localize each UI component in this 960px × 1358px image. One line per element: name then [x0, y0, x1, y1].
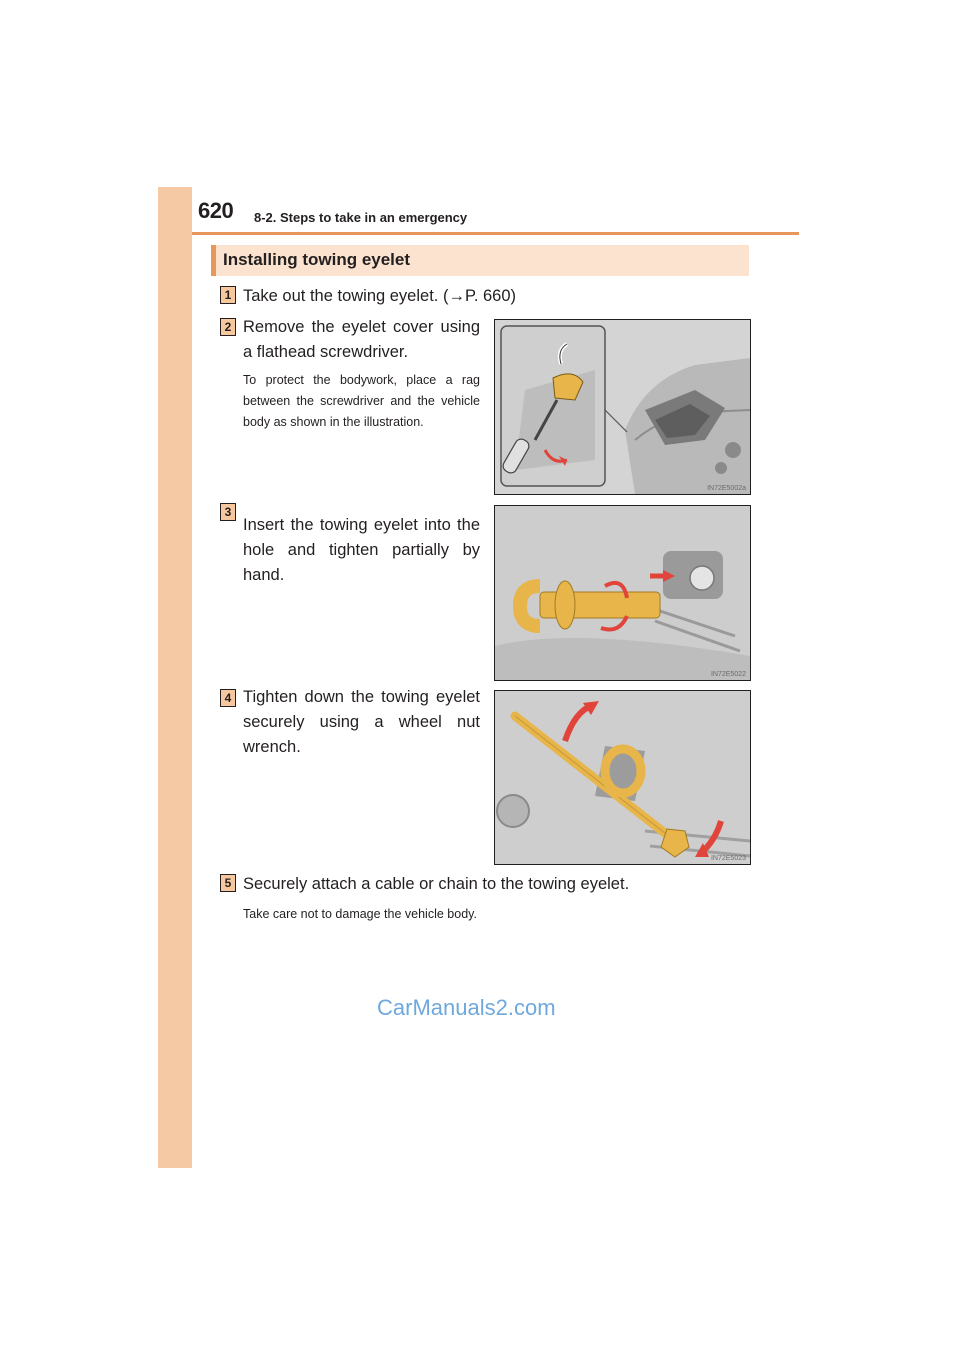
- step-badge-5: 5: [220, 874, 236, 892]
- step-badge-4: 4: [220, 689, 236, 707]
- figure-insert-eyelet: [494, 505, 751, 681]
- step-badge-2: 2: [220, 318, 236, 336]
- figure-code: IN72E5002a: [707, 485, 746, 492]
- step-badge-3: 3: [220, 503, 236, 521]
- step-3-text: Insert the towing eyelet into the hole and tighten partially by hand.: [243, 516, 480, 584]
- step-1-text: Take out the towing eyelet. (→P. 660): [243, 287, 517, 305]
- side-strip: [158, 187, 192, 1168]
- figure-code: IN72E5023: [710, 855, 746, 862]
- step-4-text: Tighten down the towing eyelet securely using a wheel nut wrench.: [243, 688, 480, 756]
- step-2-note: To protect the bodywork, place a rag between the screwdriver and the vehicle body as shown in the illustration.: [243, 373, 480, 429]
- watermark: CarManuals2.com: [377, 995, 556, 1020]
- section-accent: [211, 245, 216, 276]
- step-2-text: Remove the eyelet cover using a flathead screwdriver.: [243, 318, 480, 361]
- header-divider: [192, 232, 799, 235]
- figure-eyelet-cover: [494, 319, 751, 495]
- step-5-note: Take care not to damage the vehicle body.: [243, 907, 477, 921]
- section-heading: [211, 245, 749, 276]
- step-5-text: Securely attach a cable or chain to the towing eyelet.: [243, 875, 630, 893]
- section-path: 8-2. Steps to take in an emergency: [254, 210, 468, 225]
- section-title: Installing towing eyelet: [223, 250, 411, 269]
- page-number: 620: [198, 198, 234, 223]
- step-badge-1: 1: [220, 286, 236, 304]
- figure-code: IN72E5022: [710, 671, 746, 678]
- figure-tighten-eyelet: [494, 690, 751, 865]
